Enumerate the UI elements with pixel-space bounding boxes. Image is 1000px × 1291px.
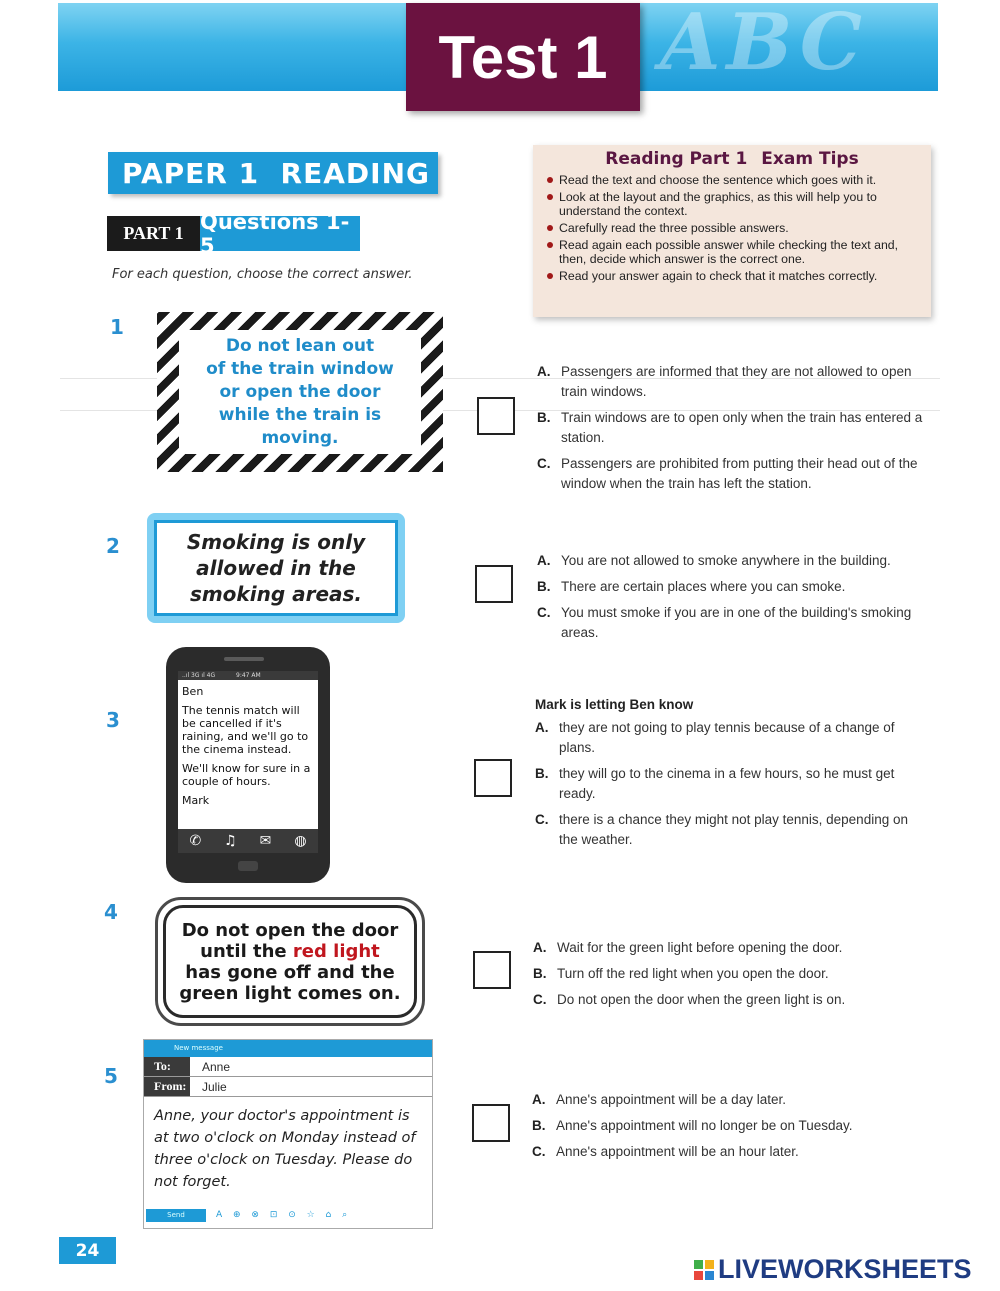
email-to-value: Anne [202,1059,231,1074]
message-body: We'll know for sure in a couple of hours. [182,762,311,788]
email-body: Anne, your doctor's appointment is at two o'clock on Monday instead of three o'clock on Tuesday. Please do not forget. [154,1108,416,1190]
question-number-3: 3 [106,708,120,732]
answer-box-4[interactable] [473,951,511,989]
option-c: C. there is a chance they might not play tennis, depending on the weather. [535,812,908,847]
questions-label: Questions 1-5 [200,216,360,251]
question-number-2: 2 [106,534,120,558]
option-a: A. You are not allowed to smoke anywhere in the building. [537,553,891,568]
bullet-icon [547,242,553,248]
email-from-value: Julie [202,1079,227,1094]
sign-smoking [147,513,405,623]
part-label: PART 1 [107,216,200,251]
email-toolbar [146,1208,430,1222]
logo-icon [694,1260,714,1280]
tip-item: Read the text and choose the sentence which goes with it. [547,173,919,187]
question-number-4: 4 [104,900,118,924]
sign-4-text: Do not open the door until the red light has gone off and the green light comes on. [163,905,417,1018]
home-button-icon [238,861,258,871]
email-message [143,1039,433,1229]
sign-2-text: Smoking is only allowed in the smoking areas. [154,520,398,616]
email-from-label: From: [144,1077,190,1096]
option-b: B. Anne's appointment will no longer be on Tuesday. [532,1118,853,1133]
exam-tips-title [545,149,919,169]
email-to-label: To: [144,1057,190,1076]
phone-screen [178,680,318,829]
options-1 [537,362,927,500]
message-body: The tennis match will be cancelled if it's raining, and we'll go to the cinema instead. [182,704,309,756]
exam-tips-box [533,145,931,317]
banner-watermark: ABC [660,0,868,88]
phone-icon: ✆ [189,833,202,849]
sign-train-window [157,312,443,472]
question-3-lead: Mark is letting Ben know [535,697,694,712]
email-to-row [144,1057,432,1077]
liveworksheets-logo [694,1254,972,1285]
page-number: 24 [59,1237,116,1264]
music-icon: ♫ [224,833,237,849]
answer-box-3[interactable] [474,759,512,797]
option-a: A. they are not going to play tennis because of a change of plans. [535,720,895,755]
sign-door-light [155,897,425,1026]
bullet-icon [547,225,553,231]
option-a: A. Anne's appointment will be a day later. [532,1092,786,1107]
message-signature: Mark [182,794,210,807]
bullet-icon [547,194,553,200]
option-b: B. There are certain places where you can smoke. [537,579,846,594]
mail-icon: ✉ [259,833,272,849]
paper-heading: PAPER 1 READING [108,152,438,194]
option-b: B. Turn off the red light when you open the door. [533,966,829,981]
tip-item: Look at the layout and the graphics, as this will help you to understand the context. [547,190,919,218]
phone-status-bar: ..ıl 3G ıl 4G 9:47 AM [178,671,318,680]
tip-item: Carefully read the three possible answers. [547,221,919,235]
tip-item: Read your answer again to check that it matches correctly. [547,269,919,283]
brand-text: LIVEWORKSHEETS [718,1254,972,1284]
option-a: A. Wait for the green light before opening the door. [533,940,843,955]
email-from-row [144,1077,432,1097]
phone-dock [178,829,318,853]
option-c: C. You must smoke if you are in one of the building's smoking areas. [537,605,912,640]
options-4 [533,938,928,1016]
tips-title-label: Exam Tips [761,149,859,169]
phone-message [166,647,330,883]
tips-title-part: Reading Part 1 [605,149,748,169]
toolbar-icons: A ⊕ ⊗ ⊡ ⊙ ☆ ⌂ ⌕ [216,1210,352,1220]
send-button: Send [146,1209,206,1222]
message-greeting: Ben [182,685,204,698]
question-number-5: 5 [104,1064,118,1088]
phone-speaker [224,657,264,661]
answer-box-5[interactable] [472,1104,510,1142]
tip-item: Read again each possible answer while checking the text and, then, decide which answer is the correct one. [547,238,919,266]
bullet-icon [547,273,553,279]
options-2 [537,551,932,649]
answer-box-2[interactable] [475,565,513,603]
option-b: B. they will go to the cinema in a few hours, so he must get ready. [535,766,895,801]
email-title-bar: New message [144,1040,432,1057]
option-c: C. Do not open the door when the green light is on. [533,992,846,1007]
option-c: C. Passengers are prohibited from putting their head out of the window when the train has left the station. [537,456,918,491]
option-b: B. Train windows are to open only when the train has entered a station. [537,410,923,445]
page-title: Test 1 [406,3,640,111]
options-5 [532,1090,927,1168]
options-3 [535,697,930,856]
option-a: A. Passengers are informed that they are not allowed to open train windows. [537,364,912,399]
globe-icon: ◍ [294,833,307,849]
instruction-text: For each question, choose the correct answer. [112,267,413,282]
sign-1-text: Do not lean out of the train window or open the door while the train is moving. [179,330,421,454]
tips-list [545,173,919,283]
question-number-1: 1 [110,315,124,339]
bullet-icon [547,177,553,183]
option-c: C. Anne's appointment will be an hour later. [532,1144,799,1159]
answer-box-1[interactable] [477,397,515,435]
